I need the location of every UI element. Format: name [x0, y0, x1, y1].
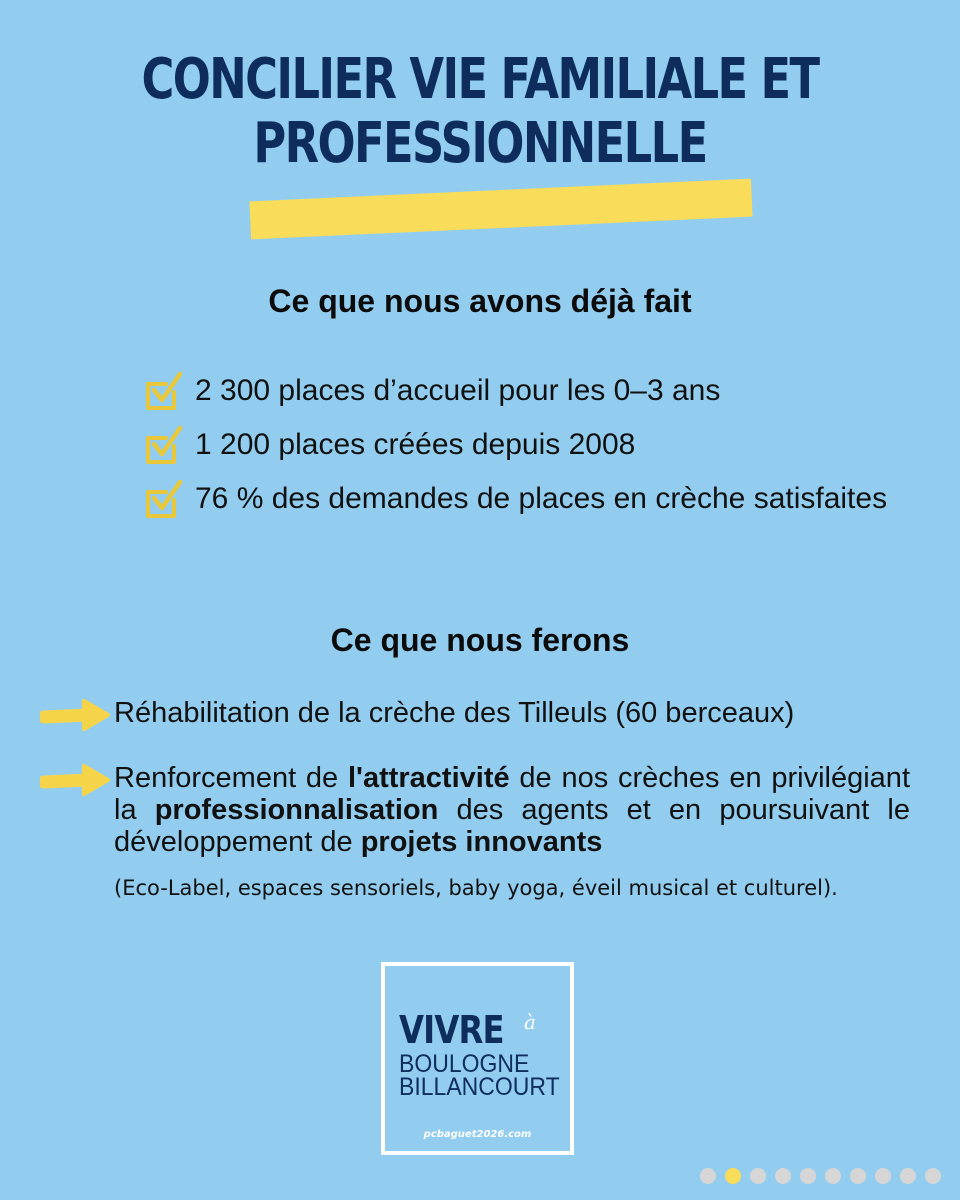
plan-note: (Eco-Label, espaces sensoriels, baby yoga, éveil musical et culturel). — [114, 876, 838, 900]
pagination-dot[interactable] — [825, 1168, 841, 1184]
checkbox-check-icon — [142, 424, 188, 466]
pagination-dot[interactable] — [900, 1168, 916, 1184]
plan-text-bold: l'attractivité — [347, 762, 510, 794]
pagination-dot[interactable] — [925, 1168, 941, 1184]
page-title-line-2: PROFESSIONNELLE — [253, 111, 707, 176]
pagination-dot[interactable] — [850, 1168, 866, 1184]
plan-text-part: des agents et en poursuivant le développement de — [114, 794, 910, 858]
plan-text-bold: professionnalisation — [154, 794, 439, 826]
plan-item-2 — [40, 762, 910, 858]
logo-vivre: VIVRE — [399, 1008, 504, 1052]
logo-billancourt: BILLANCOURT — [399, 1073, 560, 1101]
plan-text-bold: projets innovants — [360, 826, 603, 858]
plan-text-part: de nos crèches en privilégiant la — [114, 762, 910, 826]
section-heading-plans: Ce que nous ferons — [330, 622, 630, 658]
page-title — [96, 48, 864, 176]
section-heading-done: Ce que nous avons déjà fait — [268, 283, 692, 319]
plan-item-text: Réhabilitation de la crèche des Tilleuls (60 berceaux) — [114, 697, 795, 729]
pagination-dot[interactable] — [700, 1168, 716, 1184]
pagination-dot[interactable] — [875, 1168, 891, 1184]
arrow-right-icon — [40, 695, 112, 735]
list-item — [140, 418, 920, 472]
plan-item-1 — [40, 697, 910, 729]
arrow-right-icon — [40, 760, 112, 800]
achievements-list — [140, 364, 920, 526]
list-item-text: 1 200 places créées depuis 2008 — [195, 428, 636, 461]
list-item — [140, 364, 920, 418]
pagination-dot[interactable] — [800, 1168, 816, 1184]
pagination-dot[interactable] — [725, 1168, 741, 1184]
pagination-dot[interactable] — [775, 1168, 791, 1184]
logo-website: pcbaguet2026.com — [423, 1129, 532, 1140]
checkbox-check-icon — [142, 370, 188, 412]
list-item — [140, 472, 920, 526]
plan-item-text — [114, 762, 910, 858]
logo-a: à — [524, 1010, 536, 1034]
logo-boulogne: BOULOGNE — [399, 1050, 530, 1078]
carousel-pagination — [700, 1168, 941, 1184]
pagination-dot[interactable] — [750, 1168, 766, 1184]
page-title-line-1: CONCILIER VIE FAMILIALE ET — [141, 47, 819, 112]
title-highlight-bar — [249, 179, 752, 240]
plan-text-part: Renforcement de — [114, 762, 348, 794]
campaign-logo — [381, 962, 574, 1155]
list-item-text: 2 300 places d’accueil pour les 0–3 ans — [195, 374, 721, 407]
checkbox-check-icon — [142, 478, 188, 520]
list-item-text: 76 % des demandes de places en crèche satisfaites — [195, 482, 888, 515]
